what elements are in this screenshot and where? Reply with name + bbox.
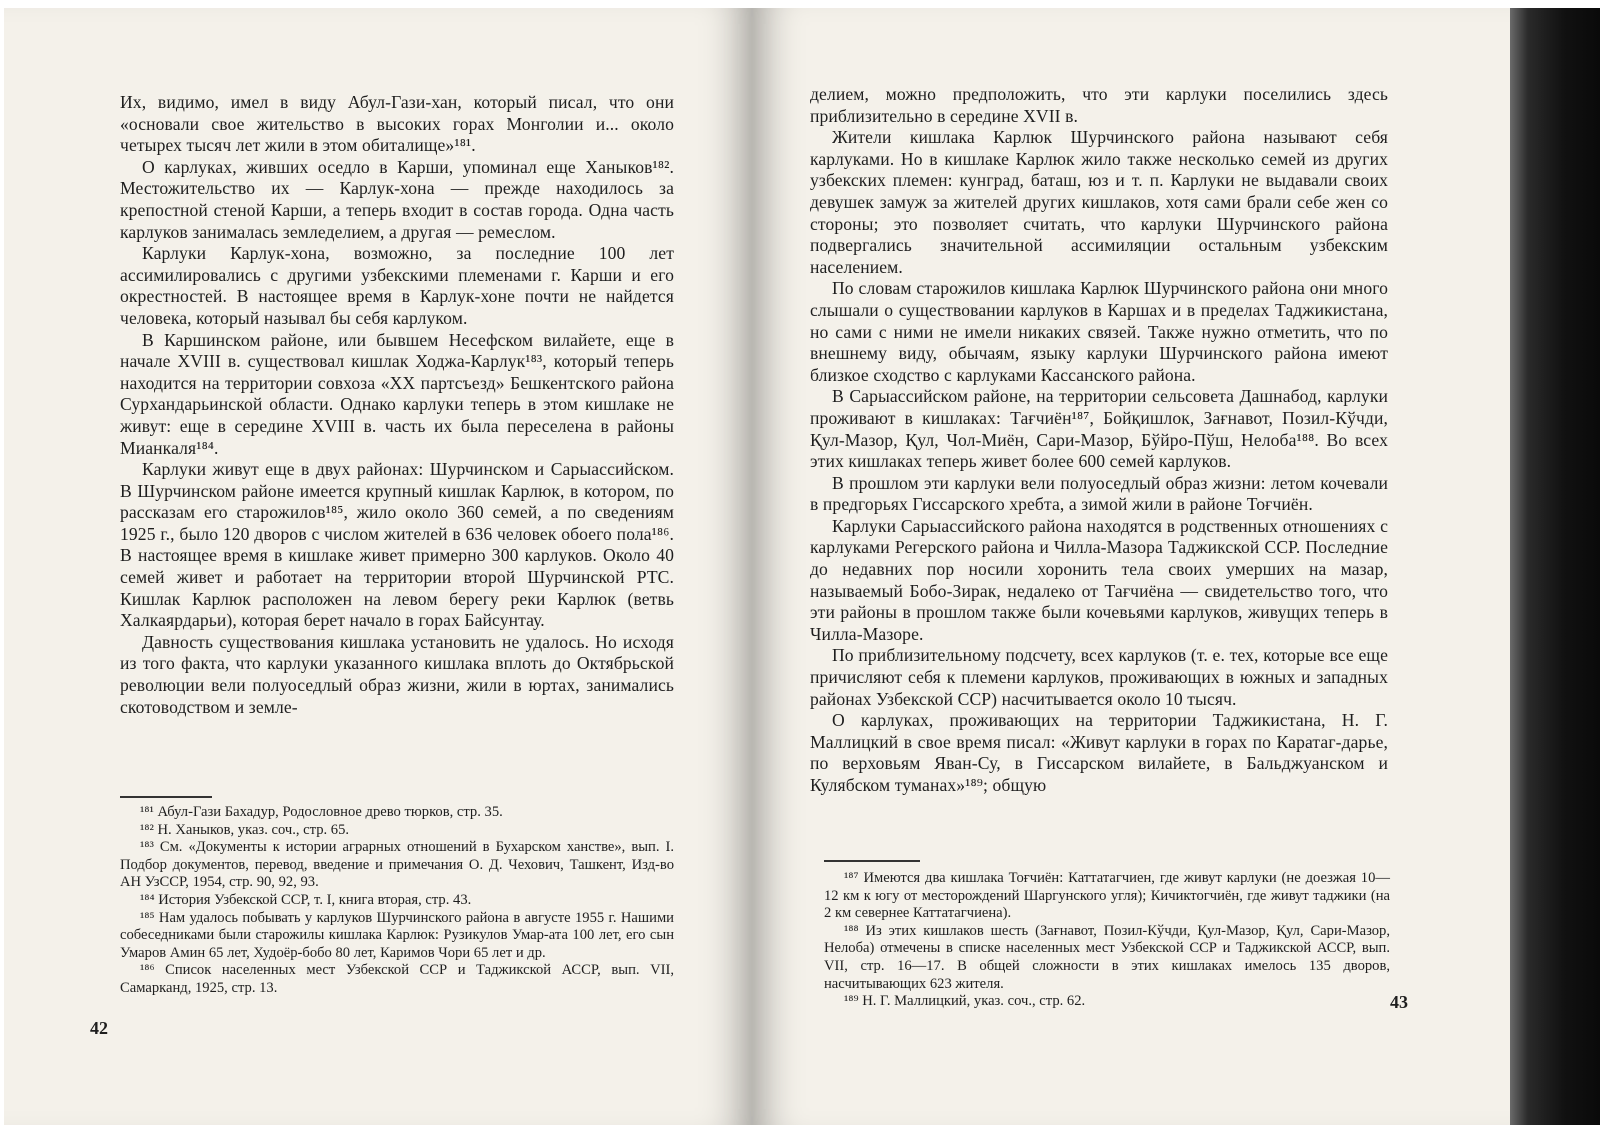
- paragraph: Карлуки Карлук-хона, возможно, за последние 100 лет ассимилировались с другими узбекскими племенами г. Карши и его окрестностей. В настоящее время в Карлук-хоне почти не найдется человека, который называл бы себя карлуком.: [120, 243, 674, 328]
- footnote: ¹⁸⁹ Н. Г. Маллицкий, указ. соч., стр. 62.: [844, 993, 1086, 1010]
- paragraph: По словам старожилов кишлака Карлюк Шурчинского района они много слышали о существовании карлуков в Каршах и в пределах Таджикистана, но сами с ними не имели никаких связей. Также нужно отметить, что по внешнему виду, обычаям, языку карлуки Шурчинского района имеют близкое сходство с карлуками Кассанского района.: [810, 278, 1388, 385]
- left-body-text: [120, 92, 674, 718]
- paragraph: О карлуках, живших оседло в Карши, упоминал еще Ханыков¹⁸². Местожительство их — Карлук-хона — прежде находилось за крепостной стеной Карши, а теперь входит в состав города. Одна часть карлуков занималась земледелием, а другая — ремеслом.: [120, 156, 674, 242]
- footnote-rule: [120, 796, 212, 798]
- footnote: ¹⁸⁵ Нам удалось побывать у карлуков Шурчинского района в августе 1955 г. Нашими собеседниками были старожилы кишлака Карлюк: Рузикулов Умар-ата 100 лет, его сын Умаров Амин 65 лет, Худоёр-бобо 80 лет, Каримов Чори 65 лет и др.: [120, 909, 674, 961]
- paragraph: Карлуки живут еще в двух районах: Шурчинском и Сарыассийском. В Шурчинском районе имеется крупный кишлак Карлюк, в котором, по рассказам его старожилов¹⁸⁵, жило около 360 семей, а по сведениям 1925 г., было 120 дворов с числом жителей в 636 человек обоего пола¹⁸⁶. В настоящее время в кишлаке живет примерно 300 карлуков. Около 40 семей живет и работает на территории второй Шурчинской РТС. Кишлак Карлюк расположен на левом берегу реки Карлюк (ветвь Халкаярдарьи), которая берет начало в горах Байсунтау.: [120, 459, 674, 631]
- right-footnotes: [824, 870, 1390, 1011]
- paragraph: В Сарыассийском районе, на территории сельсовета Дашнабод, карлуки проживают в кишлаках: Тағчиён¹⁸⁷, Бойқишлок, Зағнавот, Позил-Кўчди, Қул-Мазор, Қул, Чол-Миён, Сари-Мазор, Бўйро-Пўш, Нелоба¹⁸⁸. Во всех этих кишлаках теперь живет более 600 семей карлуков.: [810, 386, 1388, 472]
- left-footnotes: [120, 804, 674, 998]
- footnote: ¹⁸³ См. «Документы к истории аграрных отношений в Бухарском ханстве», вып. I. Подбор документов, перевод, введение и примечания О. Д. Чехович, Ташкент, Изд-во АН УзССР, 1954, стр. 90, 92, 93.: [120, 839, 674, 891]
- footnote: ¹⁸¹ Абул-Гази Бахадур, Родословное древо тюрков, стр. 35.: [140, 804, 503, 820]
- footnote: ¹⁸² Н. Ханыков, указ. соч., стр. 65.: [140, 821, 350, 838]
- right-page: [752, 8, 1510, 1125]
- footnote: ¹⁸⁷ Имеются два кишлака Тоғчиён: Каттатагчиен, где живут карлуки (не доезжая 10—12 км к югу от месторождений Шаргунского угля); Кичиктогчиён, где живут таджики (на 2 км севернее Каттатагчиена).: [824, 870, 1390, 922]
- footnote-rule: [824, 860, 920, 862]
- footnote: ¹⁸⁴ История Узбекской ССР, т. I, книга вторая, стр. 43.: [140, 891, 472, 908]
- paragraph: В прошлом эти карлуки вели полуоседлый образ жизни: летом кочевали в предгорьях Гиссарского хребта, а зимой жили в районе Тоғчиён.: [810, 472, 1388, 515]
- paragraph: Давность существования кишлака установить не удалось. Но исходя из того факта, что карлуки указанного кишлака вплоть до Октябрьской революции вели полуоседлый образ жизни, жили в юртах, занимались скотоводством и земле-: [120, 631, 674, 717]
- paragraph: делием, можно предположить, что эти карлуки поселились здесь приблизительно в середине XVII в.: [810, 84, 1388, 126]
- left-page: [4, 8, 752, 1125]
- page-number: 42: [90, 1018, 108, 1038]
- book-cover-edge: [1510, 8, 1600, 1125]
- footnote: ¹⁸⁶ Список населенных мест Узбекской ССР и Таджикской АССР, вып. VII, Самарканд, 1925, стр. 13.: [120, 962, 674, 996]
- paragraph: О карлуках, проживающих на территории Таджикистана, Н. Г. Маллицкий в свое время писал: «Живут карлуки в горах по Каратаг-дарье, по верховьям Яван-Су, в Гиссарском вилайете, в Бальджуанском и Кулябском туманах»¹⁸⁹; общую: [810, 710, 1388, 795]
- right-body-text: [810, 84, 1388, 797]
- paragraph: Их, видимо, имел в виду Абул-Гази-хан, который писал, что они «основали свое жительство в высоких горах Монголии и... около четырех тысяч лет жили в этом обиталище»¹⁸¹.: [120, 92, 674, 156]
- paragraph: Жители кишлака Карлюк Шурчинского района называют себя карлуками. Но в кишлаке Карлюк жило также несколько семей из других узбекских племен: кунград, баташ, юз и т. п. Карлуки не выдавали своих девушек замуж за жителей других кишлаков, хотя сами брали себе жен со стороны; это позволяет считать, что карлуки Шурчинского района подвергались значительной ассимиляции остальным узбекским населением.: [810, 127, 1388, 277]
- footnote: ¹⁸⁸ Из этих кишлаков шесть (Зағнавот, Позил-Кўчди, Қул-Мазор, Қул, Сари-Мазор, Нелоба) отмечены в списке населенных мест Узбекской ССР и Таджикской АССР, вып. VII, стр. 16—17. В общей сложности в этих кишлаках имелось 135 дворов, насчитывающих 623 жителя.: [824, 922, 1390, 992]
- paragraph: В Каршинском районе, или бывшем Несефском вилайете, еще в начале XVIII в. существовал кишлак Ходжа-Карлук¹⁸³, который теперь находится на территории совхоза «XX партсъезд» Бешкентского района Сурхандарьинской области. Однако карлуки теперь в этом кишлаке не живут: еще в середине XVIII в. часть их была переселена в районы Мианкаля¹⁸⁴.: [120, 329, 674, 458]
- page-number: 43: [1390, 992, 1408, 1012]
- paragraph: По приблизительному подсчету, всех карлуков (т. е. тех, которые все еще причисляют себя к племени карлуков, проживающих в южных и западных районах Узбекской ССР) насчитывается около 10 тысяч.: [810, 645, 1388, 709]
- paragraph: Карлуки Сарыассийского района находятся в родственных отношениях с карлуками Регерского района и Чилла-Мазора Таджикской ССР. Последние до недавних пор носили хоронить тела своих умерших на мазар, называемый Бобо-Зирак, недалеко от Тағчиёна — свидетельство того, что эти районы в прошлом также были кочевьями карлуков, живущих теперь в Чилла-Мазоре.: [810, 515, 1388, 644]
